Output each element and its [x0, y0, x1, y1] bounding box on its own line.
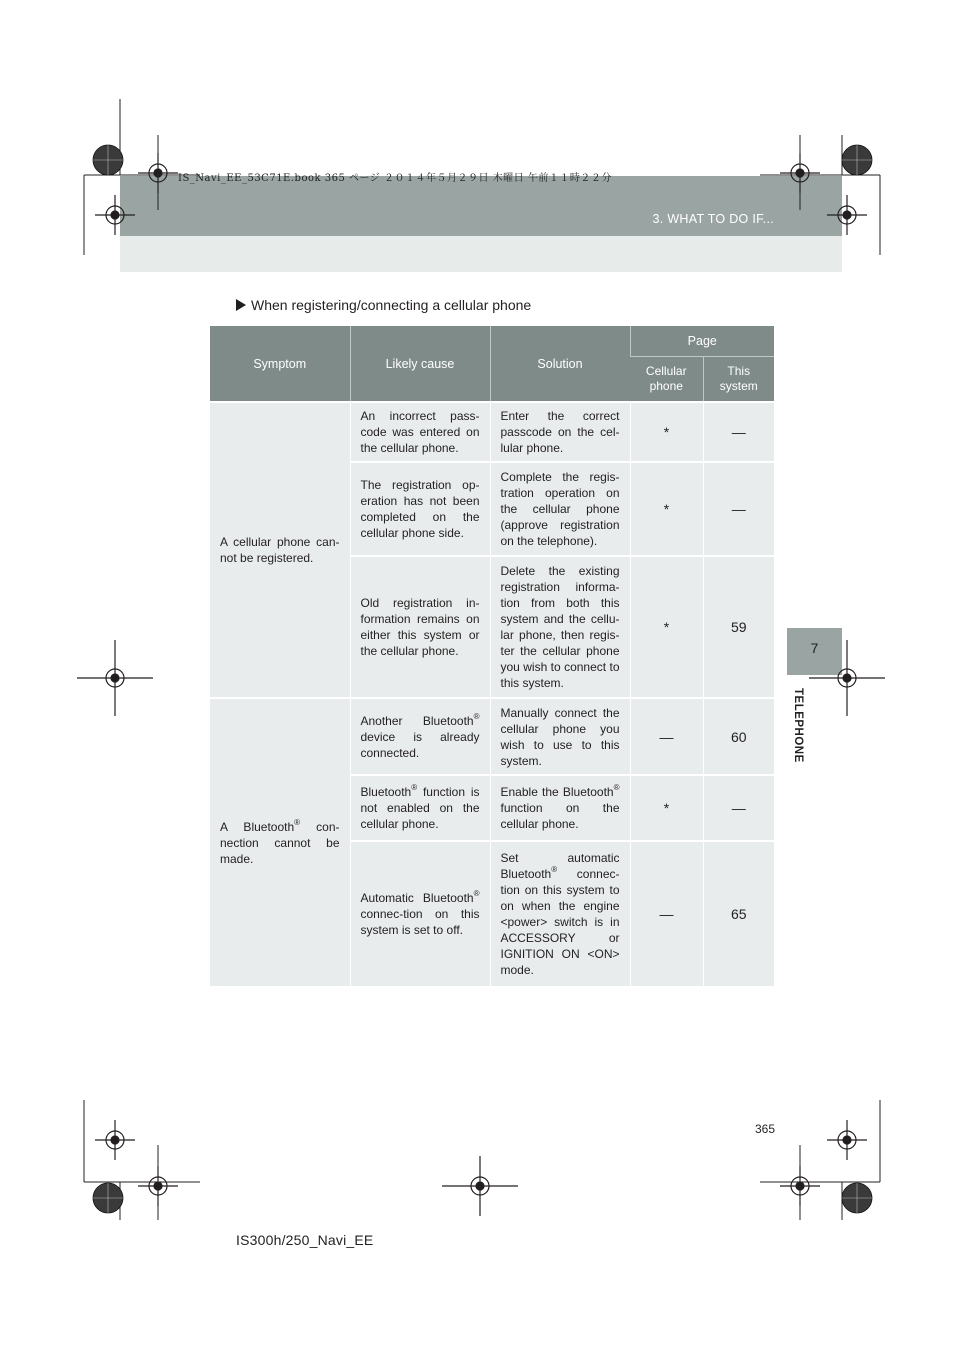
section-title: 3. WHAT TO DO IF... [652, 212, 774, 226]
cause-cell: Bluetooth® function is not enabled on the cellular phone. [350, 775, 490, 841]
system-page-cell: — [703, 462, 774, 556]
header-symptom: Symptom [210, 326, 350, 402]
cause-cell: The registration op-eration has not been completed on the cellular phone side. [350, 462, 490, 556]
page-number: 365 [755, 1122, 776, 1136]
header-this-system: This system [703, 356, 774, 402]
cellular-page-cell: * [630, 775, 703, 841]
chapter-label: TELEPHONE [792, 688, 804, 763]
cellular-page-cell: — [630, 698, 703, 775]
cellular-page-cell: * [630, 556, 703, 698]
system-page-cell: 60 [703, 698, 774, 775]
system-page-cell: 65 [703, 841, 774, 986]
subheading-text: When registering/connecting a cellular phone [251, 297, 532, 313]
cause-cell: Automatic Bluetooth® connec-tion on this system is set to off. [350, 841, 490, 986]
footer-code: IS300h/250_Navi_EE [236, 1232, 374, 1248]
solution-cell: Manually connect the cellular phone you wish to use to this system. [490, 698, 630, 775]
system-page-cell: — [703, 775, 774, 841]
symptom-cell: A cellular phone can-not be registered. [210, 402, 350, 698]
cellular-page-cell: — [630, 841, 703, 986]
system-page-cell: 59 [703, 556, 774, 698]
solution-cell: Delete the existing registration informa-tion from both this system and the cellu-lar phone, then regis-ter the cellular phone you wish to connect to this system. [490, 556, 630, 698]
cause-cell: Old registration in-formation remains on either this system or the cellular phone. [350, 556, 490, 698]
cellular-page-cell: * [630, 462, 703, 556]
header-likely-cause: Likely cause [350, 326, 490, 402]
system-page-cell: — [703, 402, 774, 462]
header-page: Page [630, 326, 774, 356]
chapter-number: 7 [810, 640, 819, 656]
solution-cell: Enter the correct passcode on the cel-lular phone. [490, 402, 630, 462]
header-cellular-phone: Cellular phone [630, 356, 703, 402]
symptom-cell: A Bluetooth® con-nection cannot be made. [210, 698, 350, 986]
print-info: IS_Navi_EE_53C71E.book 365 ページ ２０１４年５月２９日 木曜日 午前１１時２２分 [178, 173, 612, 184]
solution-cell: Set automatic Bluetooth® connec-tion on this system to on when the engine <power> switch is in ACCESSORY or IGNITION ON <ON> mode. [490, 841, 630, 986]
solution-cell: Complete the regis-tration operation on the cellular phone (approve registration on the telephone). [490, 462, 630, 556]
cellular-page-cell: * [630, 402, 703, 462]
cause-cell: An incorrect pass-code was entered on the cellular phone. [350, 402, 490, 462]
header-solution: Solution [490, 326, 630, 402]
solution-cell: Enable the Bluetooth® function on the cellular phone. [490, 775, 630, 841]
cause-cell: Another Bluetooth® device is already connected. [350, 698, 490, 775]
